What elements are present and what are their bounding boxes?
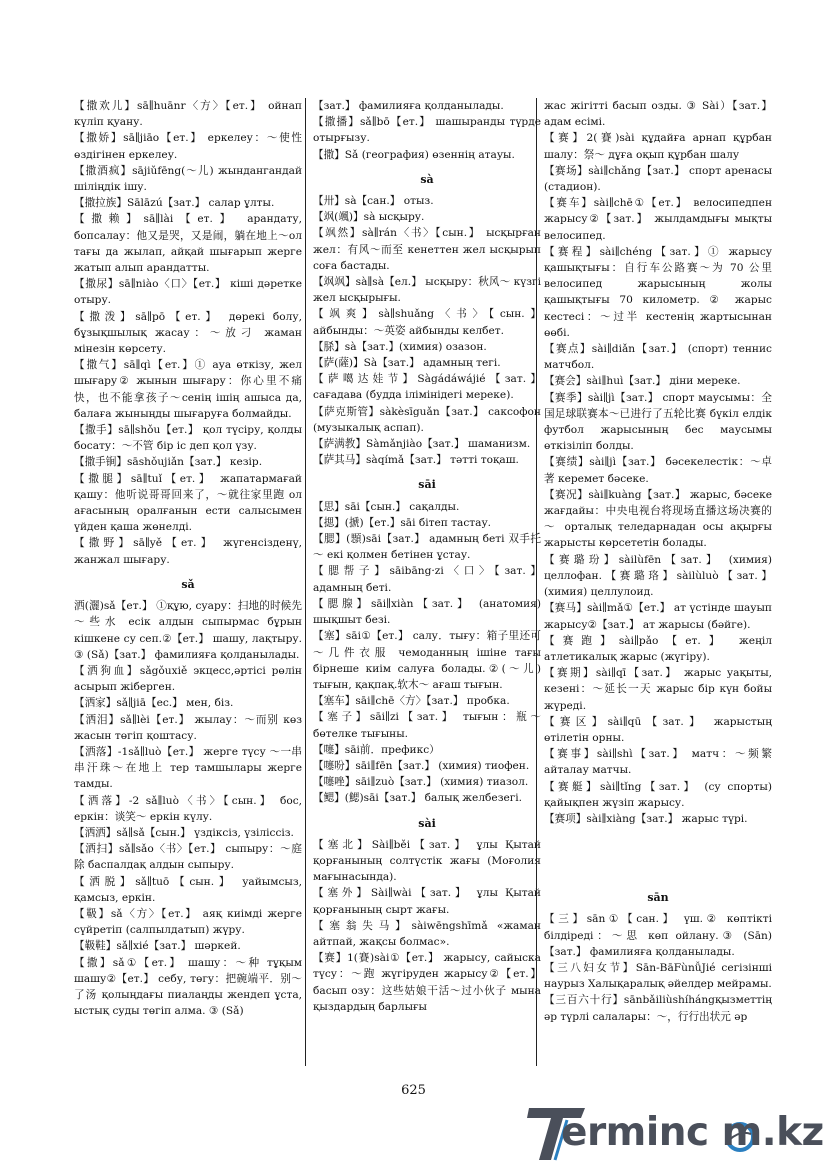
dictionary-entry: 【撒泼】sā∥pō【ет.】 дөрекі болу, бұзықшылық жасау：～放刁 жаман мінезін көрсету. [74,310,302,356]
dictionary-entry: 【洒泪】sǎ∥lèi【ет.】 жылау：～而别 көз жасын төгіп қоштасу. [74,713,302,742]
column-divider [536,98,537,1066]
dictionary-entry: 【洒落】-1sǎ∥luò【ет.】 жерге түсу ～一串串汗珠～在地上 тер тамшылары жерге тамды. [74,745,302,791]
dictionary-entry: 洒(灑)sǎ【ет.】 ①құю, суару：扫地的时候先～些水 есік алдын сыпырмас бұрын кішкене су сеп.②【ет.】 шашу, лақтыру. ③ (Sǎ)【зат.】 фамилияға қолданылады. [74,600,302,661]
dictionary-entry: 【撒播】sǎ∥bō【ет.】 шашыранды түрде отырғызу. [313,116,541,145]
dictionary-entry: 【靸】sǎ〈方〉【ет.】 аяқ киімді жерге сүйретіп (салпылдатып) жүру. [74,907,302,937]
dictionary-entry: 【赛马】sài∥mǎ①【ет.】 ат үстінде шауып жарысу②【зат.】 ат жарысы (бәйге). [544,602,772,631]
dictionary-entry: жас жігітті басып озды. ③ Sài）【зат.】 адам есімі. [544,100,772,129]
termincom-logo [527,1106,824,1162]
section-heading: sāi [418,478,436,492]
dictionary-entry: 【撒娇】sā∥jiāo【ет.】 еркелеу：～使性 өздігінен еркелеу. [74,132,302,161]
dictionary-entry: 【腮腺】sāi∥xiàn【зат.】 (анатомия) шықшыт безі. [313,597,541,627]
dictionary-entry: 【赛况】sài∥kuàng【зат.】 жарыс, бәсеке жағдайы：中央电视台将现场直播这场决赛的～ орталық теледарнадан осы ақырғы жарысты көрсететін болады. [544,488,772,550]
dictionary-entry: 【飒然】sà∥rán〈书〉【сын.】 ысқырған жел：有风～而至 кенеттен жел ысқырып соға бастады. [313,227,541,272]
dictionary-entry: 【撒】sǎ①【ет.】 шашу：～种 тұқым шашу②【ет.】 себу, төгу：把碗端平．别～了汤 қолыңдағы пиалаңды жендеп ұста, ыстық суды төгіп алма. ③ (Sǎ) [74,956,302,1018]
dictionary-entry: 【撒手】sā∥shǒu【ет.】 қол түсіру, қолды босату：～不管 бір іс деп қол үзу. [74,424,302,453]
dictionary-entry: 【洒狗血】sǎgǒuxiě экцесс,әртісі рөлін асырып жіберген. [74,664,302,694]
dictionary-entry: 【萨克斯管】sàkèsīguǎn【зат.】 саксофон (музыкалық аспап). [313,405,541,434]
dictionary-entry: 【赛绩】sài∥jì【зат.】 бәсекелестік：～卓著 керемет бәсеке. [544,456,772,485]
dictionary-entry: 【撒腿】sā∥tuǐ【ет.】 жапатармағай қашу：他听说哥哥回来了，～就往家里跑 ол ағасының оралғанын ести салысымен үйден қаша жөнелді. [74,472,302,534]
dictionary-entry: 【飒(颯)】sà ысқыру. [313,211,425,224]
column-right [544,98,772,1025]
dictionary-entry: 【塞翁失马】sàiwēngshīmǎ «жаман айтпай, жақсы болмас». [313,919,541,948]
column-divider [305,98,306,1066]
dictionary-entry: 【飒飒】sà∥sà【ел.】 ысқыру：秋风～ күзгі жел ысқырығы. [313,276,541,305]
dictionary-entry: 【赛】1(賽)sài①【ет.】 жарысу, сайыска түсу：～跑 жүгіруден жарысу②【ет.】 басып озу：这些姑娘干活～过小伙子 мына қыздардың барлығы [313,952,541,1013]
column-spacer [544,827,772,881]
dictionary-entry: 【撒手锏】sāshǒujiǎn【зат.】 кезір. [74,456,263,469]
dictionary-entry: 【赛季】sài∥jì【зат.】 спорт маусымы：全国足球联赛本～已进行了五轮比赛 бүкіл елдік футбол жарысының бес маусымы өткізіліп болды. [544,391,772,453]
column-left [74,98,302,1019]
logo-text: erminc m.kz [561,1110,824,1155]
dictionary-entry: 【撒野】sā∥yě【ет.】 жүгенсізденү, жанжал шығару. [74,537,302,566]
dictionary-entry: 【鳃】(鰓)sāi【зат.】 балық желбезегі. [313,792,523,805]
dictionary-entry: 【赛期】sài∥qī【зат.】 жарыс уақыты, кезені：～延长一天 жарыс бір күн бойы жүреді. [544,667,772,712]
dictionary-entry: 【飒爽】sà∥shuǎng〈书〉【сын.】 айбынды：～英姿 айбынды келбет. [313,308,541,337]
dictionary-entry: 【赛璐玢】sàilùfēn【зат.】 (химия) целлофан.【赛璐珞】sàilùluò【зат.】 (химия) целлулоид. [544,553,772,599]
column-middle [313,98,541,1015]
section-heading: sài [418,816,436,830]
dictionary-entry: 【撒尿】sā∥niào〈口〉【ет.】 кіші дәретке отыру. [74,278,302,307]
dictionary-entry: 【赛艇】sài∥tǐng【зат.】 (су спорты) қайықпен жүзіп жарысу. [544,780,772,809]
page-number: 625 [401,1083,426,1098]
dictionary-entry: 【腮】(顋)sāi【зат.】 адамның беті 双手托～ екі қолмен бетінен ұстау. [313,533,541,562]
dictionary-entry: 【三八妇女节】Sān-BāFùnǚJié сегізінші наурыз Халықаралық әйелдер мейрамы. [544,961,772,991]
dictionary-entry: 【三百六十行】sānbǎiliùshíhángқызметтің әр түрлі салалары：～，行行出状元 әр [544,994,772,1023]
dictionary-entry: 【撒拉族】Sālāzú【зат.】 салар ұлты. [74,197,275,210]
dictionary-entry: 【赛程】sài∥chéng【зат.】① жарысу қашықтығы：自行车公路赛～为 70 公里 велосипед жарысының жолы қашықтығы 70 километр. ② жарыс кестесі：～过半 кестенің жартысынан өөбі. [544,245,772,339]
dictionary-entry: 【撒气】sā∥qì【ет.】① ауа өткізу, жел шығару② жынын шығару：你心里不痛快，也不能拿孩子～сенің ішің ашыса да, балаға жыныңды шығаруға болмайды. [74,359,302,420]
dictionary-entry: 【洒家】sǎ∥jiā【ес.】 мен, біз. [74,697,234,710]
dictionary-entry: 【腮帮子】sāibāng·zi〈口〉【зат.】 адамның беті. [313,565,541,594]
dictionary-entry: 【赛】2(賽)sài құдайға арнап құрбан шалу：祭～ дұға оқып құрбан шалу [544,132,772,161]
dictionary-entry: 【脎】sà【зат.】(химия) озазон. [313,340,487,353]
dictionary-entry: 【赛事】sài∥shì【зат.】 матч：～频繁 айталау матчы. [544,748,772,777]
dictionary-entry: 【靸鞋】sǎ∥xié【зат.】 шәркей. [74,940,241,953]
dictionary-entry: 【塞北】Sài∥běi【зат.】 ұлы Қытай қорғанының солтүстік жағы (Моғолия мағынасында). [313,838,541,884]
dictionary-entry: 【塞子】sāi∥zi【зат.】 тығын：瓶～ бөтелке тығыны. [313,711,541,740]
dictionary-entry: 【洒扫】sǎ∥sǎo〈书〉【ет.】 сыпыру：～庭除 баспалдақ алдын сыпыру. [74,843,302,872]
dictionary-entry: 【洒洒】sǎ∥sǎ【сын.】 үздіксіз, үзіліссіз. [74,826,294,839]
dictionary-entry: 【揌】(搋)【ет.】sāi бітеп тастау. [313,516,492,529]
dictionary-entry: 【塞外】Sài∥wài【зат.】 ұлы Қытай қорғанының сырт жағы. [313,887,541,916]
dictionary-entry: 【萨其马】sàqímǎ【зат.】 тәтті тоқаш. [313,454,519,467]
dictionary-entry: 【萨满教】Sàmǎnjiào【зат.】 шаманизм. [313,438,531,451]
dictionary-entry: 【塞】sāi①【ет.】 салу．тығу：箱子里还可～几件衣服 чемоданның ішіне тағы бірнеше киім салуға болады.②(～儿) тығын, қақпақ.软木～ ағаш тығын. [313,630,541,691]
dictionary-entry: 【撒】Sǎ (география) өзеннің атауы. [313,148,515,161]
dictionary-entry: 【赛点】sài∥diǎn【зат.】 (спорт) теннис матчбол. [544,343,772,372]
dictionary-entry: 【赛跑】sài∥pǎo【ет.】 жеңіл атлетикалық жарыс (жүгіру). [544,634,772,663]
dictionary-entry: 【赛场】sài∥chǎng【зат.】 спорт аренасы (стадион). [544,164,772,194]
dictionary-entry: 【萨噶达娃节】Sàgádáwájié【зат.】 сағадава (будда ілімінідегі мереке). [313,373,541,402]
dictionary-entry: 【卅】sà【сан.】 отыз. [313,195,434,208]
dictionary-entry: 【噻吩】sāi∥fēn【зат.】 (химия) тиофен. [313,759,530,772]
dictionary-entry: 【赛车】sài∥chē①【ет.】 велосипедпен жарысу②【зат.】 жылдамдығы мықты велосипед. [544,197,772,242]
dictionary-entry: 【зат.】 фамилияға қолданылады. [313,100,504,112]
section-heading: sà [420,172,434,186]
dictionary-entry: 【撒欢儿】sā∥huānr〈方〉【ет.】 ойнап күліп қуану. [74,100,302,129]
dictionary-entry: 【赛项】sài∥xiàng【зат.】 жарыс түрі. [544,812,748,825]
dictionary-entry: 【萨(薩)】Sà【зат.】 адамның тегі. [313,357,501,370]
dictionary-entry: 【洒脱】sǎ∥tuō【сын.】 уайымсыз, қамсыз, еркін. [74,875,302,904]
section-heading: sǎ [181,577,195,591]
dictionary-entry: 【噻】sāi前．префикс） [313,743,440,756]
dictionary-entry: 【撒赖】sā∥lài【ет.】 арандату, бопсалау：他又是哭，又是闹，躺在地上～ол тағы да жылап, айқай шығарып жерге жатып алып арандатты. [74,213,302,275]
dictionary-entry: 【赛会】sài∥huì【зат.】 діни мереке. [544,375,741,388]
dictionary-entry: 【三】sān①【сан.】 үш.② көптікті білдіреді：～思 көп ойлану.③ (Sān)【зат.】 фамилияға қолданылады. [544,913,772,958]
dictionary-entry: 【赛区】sài∥qū【зат.】 жарыстың өтілетін орны. [544,715,772,744]
dictionary-entry: 【洒落】-2 sǎ∥luò〈书〉【сын.】 бос, еркін：谈笑～ еркін күлу. [74,794,302,823]
dictionary-entry: 【塞车】sāi∥chē〈方〉【зат.】 пробка. [313,695,510,708]
section-heading: sān [647,891,669,905]
dictionary-entry: 【撒酒疯】sājiǔfēng(～儿) жындангандай шіліңдік ішу. [74,164,302,194]
dictionary-entry: 【思】sāi【сын.】 сақалды. [313,500,460,513]
dictionary-entry: 【噻唑】sāi∥zuò【зат.】 (химия) тиазол. [313,776,529,789]
